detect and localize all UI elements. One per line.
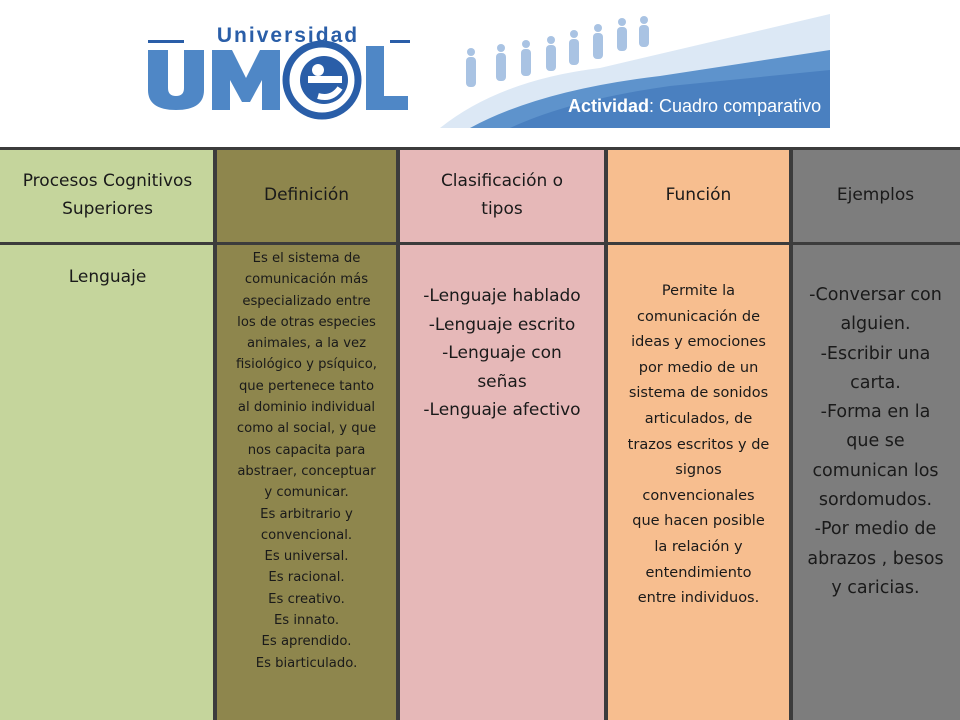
header-ejemplos [791,147,960,242]
logo-line-right [390,40,410,43]
activity-title: : Cuadro comparativo [649,96,822,116]
logo-line-left [148,40,184,43]
cell-proceso [0,245,215,720]
cell-definicion [215,245,398,720]
header-procesos-text: Procesos Cognitivos Superiores [22,170,193,219]
header-ejemplos-text: Ejemplos [836,184,915,205]
header-clasificacion [398,147,606,242]
table-border-top [0,147,960,150]
header-clasificacion-text: Clasificación o tipos [440,170,564,219]
university-wordmark: Universidad [216,24,360,47]
activity-label: Actividad [568,96,650,116]
header-definicion [215,147,398,242]
cell-funcion [606,245,791,720]
header-definicion-text: Definición [264,184,349,205]
column-divider-1 [213,147,217,720]
cell-ejemplos [791,245,960,720]
cell-clasificacion [398,245,606,720]
cell-ejemplos-text: -Conversar con alguien. -Escribir una carta. -Forma en la que se comunican los sordomudos. -Por medio de abrazos , besos y caricias. [807,285,944,598]
cell-funcion-text: Permite la comunicación de ideas y emociones por medio de un sistema de sonidos articulados, de trazos escritos y de signos convencionales que hacen posible la relación y entendimiento entre individuos. [627,283,770,607]
column-divider-3 [604,147,608,720]
cell-definicion-text: Es el sistema de comunicación más especializado entre los de otras especies animales, a la vez fisiológico y psíquico, que pertenece tanto al dominio individual como al social, y que nos capacita para abstraer, conceptuar y comunicar. Es arbitrario y convencional. Es universal. Es racional. Es creativo. Es innato. Es aprendido. Es biarticulado. [236,251,377,671]
table-row-divider [0,242,960,245]
header-funcion [606,147,791,242]
cell-proceso-text: Lenguaje [68,267,147,287]
comparison-table [0,147,960,720]
column-divider-4 [789,147,793,720]
header-procesos [0,147,215,242]
activity-caption [568,96,821,117]
cell-clasificacion-text: -Lenguaje hablado -Lenguaje escrito -Lenguaje con señas -Lenguaje afectivo [423,286,581,420]
header-banner [140,10,830,128]
header-funcion-text: Función [665,184,732,205]
column-divider-2 [396,147,400,720]
